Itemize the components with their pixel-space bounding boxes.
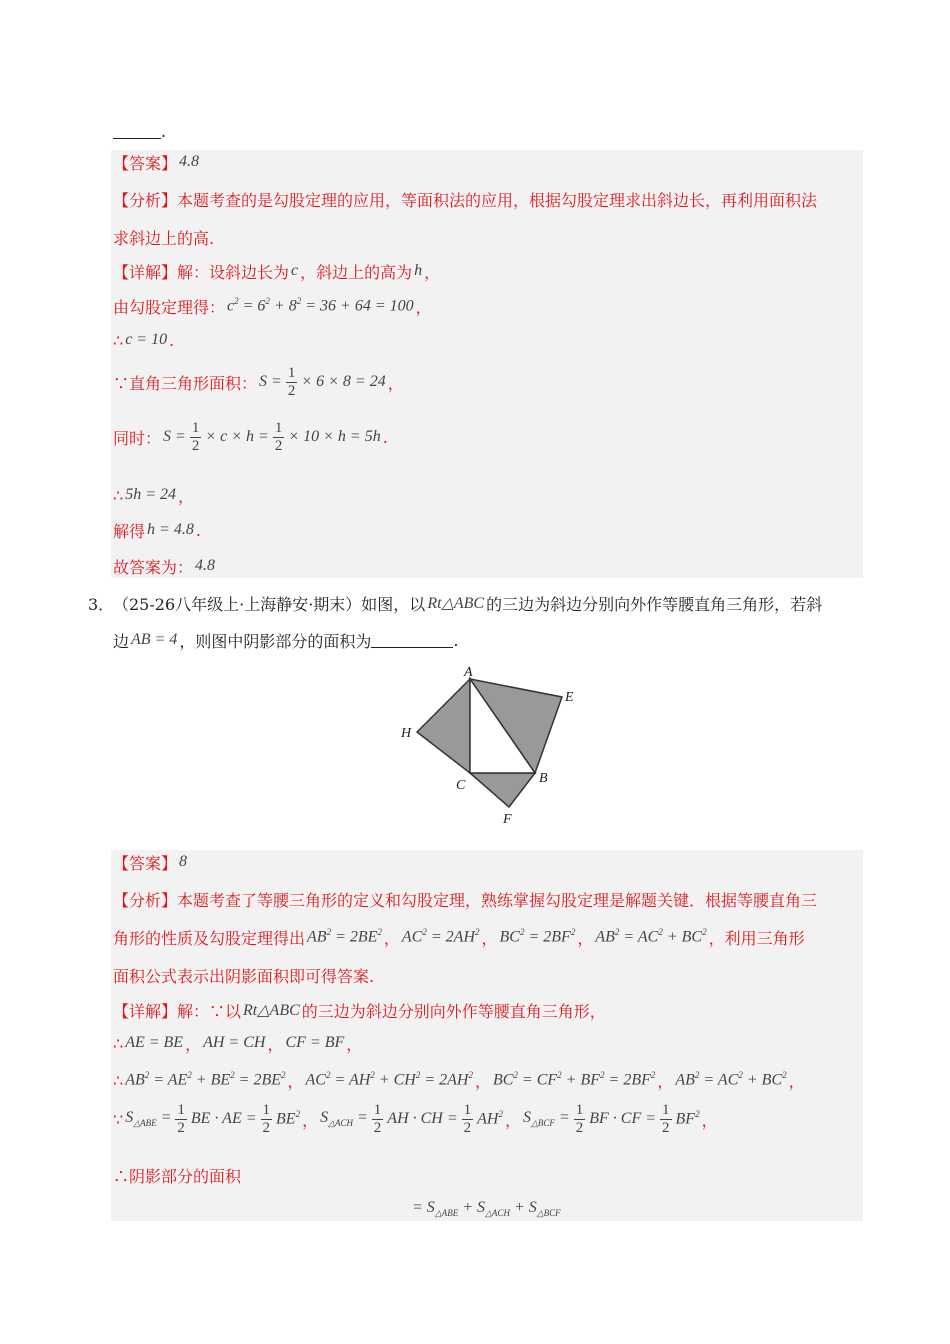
text: ， [287, 1071, 304, 1091]
denominator: 2 [575, 1119, 584, 1136]
numerator: 1 [373, 1101, 382, 1118]
text: ， [177, 486, 194, 506]
math-expression: $BC^2 = 2BF^2$ [499, 927, 576, 946]
solution-line [113, 551, 217, 581]
solution-line [113, 995, 606, 1025]
math-expression: 5h = 24 [125, 486, 176, 503]
fraction [574, 1102, 586, 1137]
text: ∴ [113, 1033, 124, 1053]
math-expression: $AB^2 = AE^2 + BE^2 = 2BE^2$ [125, 1070, 286, 1089]
text: 边 [113, 631, 130, 651]
math-expression: $S_{\triangle ACH}$ = [320, 1108, 368, 1129]
denominator: 2 [463, 1119, 472, 1136]
text: ， [185, 1034, 202, 1054]
text: 解得 [113, 521, 146, 541]
text: ∴ [113, 1070, 124, 1090]
math-expression: 8 [179, 853, 188, 870]
solution-line [113, 184, 817, 214]
math-expression: $AB^2 = AC^2 + BC^2$ [675, 1070, 787, 1089]
text: ∴ [113, 485, 124, 505]
q3-number: 3． [88, 594, 115, 614]
math-expression: × c × h = [205, 428, 269, 445]
numerator: 1 [191, 419, 200, 436]
solution-line [113, 922, 805, 952]
math-expression: $c^2 = 6^2 + 8^2 = 36 + 64 = 100$ [227, 296, 414, 315]
text: ∴阴影部分的面积 [113, 1166, 242, 1186]
math-expression: $S_{\triangle ABE}$ = [125, 1108, 172, 1129]
denominator: 2 [274, 437, 283, 454]
denominator: 2 [177, 1119, 185, 1136]
text: 的三边为斜边分别向外作等腰直角三角形， [301, 1001, 606, 1021]
text: ，则图中阴影部分的面积为 [179, 631, 372, 651]
text: ， [415, 297, 432, 317]
math-expression: 4.8 [195, 557, 216, 574]
label-F: F [503, 812, 512, 827]
text: ， [387, 373, 404, 393]
fraction [286, 365, 298, 400]
fraction [273, 420, 285, 455]
fraction [190, 420, 202, 455]
q2-solution-box [111, 150, 863, 578]
text: 【分析】本题考查了等腰三角形的定义和勾股定理，熟练掌握勾股定理是解题关键．根据等腰直角三 [113, 890, 818, 910]
text: ，斜边上的高为 [300, 262, 413, 282]
solution-line [113, 419, 388, 454]
math-expression: × 10 × h = 5h [288, 428, 381, 445]
solution-line [113, 147, 201, 177]
text: ， [302, 1110, 319, 1130]
denominator: 2 [191, 437, 200, 454]
solution-line [113, 256, 440, 286]
solution-line [410, 1194, 563, 1224]
text: ， [474, 1071, 491, 1091]
math-expression: $AC^2 = AH^2 + CH^2 = 2AH^2$ [305, 1070, 473, 1089]
text: ， [481, 928, 498, 948]
math-expression: c = 10 [125, 331, 168, 348]
math-expression: S = [163, 428, 186, 445]
text: . [382, 427, 388, 447]
numerator: 1 [274, 419, 283, 436]
text: 【答案】 [113, 153, 178, 173]
numerator: 1 [662, 1101, 670, 1118]
solution-line [113, 364, 404, 399]
solution-line [113, 1101, 718, 1136]
q2-answer-blank-line: . [113, 116, 166, 146]
solution-line [113, 222, 214, 252]
text: 【详解】解：设斜边长为 [113, 262, 290, 282]
label-H: H [401, 726, 412, 741]
solution-line [113, 1160, 241, 1190]
text: 故答案为： [113, 557, 194, 577]
text: 面积公式表示出阴影面积即可得答案. [113, 966, 375, 986]
math-expression: AE = BE [125, 1034, 184, 1051]
math-expression: $BE^2$ [276, 1109, 301, 1128]
numerator: 1 [262, 1101, 271, 1118]
text: ， [383, 928, 400, 948]
math-expression: AH = CH [203, 1034, 266, 1051]
numerator: 1 [575, 1101, 584, 1118]
math-expression: Rt△ABC [427, 595, 485, 612]
text: ， [424, 262, 441, 282]
fraction [660, 1102, 672, 1137]
q3-figure [390, 660, 590, 830]
text: ， [788, 1071, 805, 1091]
solution-line [113, 960, 374, 990]
math-expression: BE · AE = [190, 1110, 257, 1127]
text: ， [267, 1034, 284, 1054]
denominator: 2 [373, 1119, 382, 1136]
label-B: B [539, 771, 548, 786]
label-C: C [456, 778, 466, 793]
math-expression: AH · CH = [387, 1110, 458, 1127]
math-expression: S = [259, 373, 282, 390]
text: ∴ [113, 330, 124, 350]
text: 角形的性质及勾股定理得出 [113, 928, 306, 948]
solution-line [113, 325, 174, 355]
label-E: E [565, 690, 574, 705]
solution-line [113, 847, 189, 877]
triangle-ACH [417, 679, 470, 773]
math-expression: $AB^2 = AC^2 + BC^2$ [595, 927, 707, 946]
solution-line [113, 1028, 362, 1058]
text: ， [504, 1110, 521, 1130]
text: 求斜边上的高. [113, 228, 215, 248]
text: . [453, 630, 459, 650]
solution-line [113, 884, 817, 914]
triangle-BCF [470, 773, 535, 807]
numerator: 1 [177, 1101, 185, 1118]
text: 【答案】 [113, 853, 178, 873]
answer-blank [113, 124, 161, 139]
math-expression: BF · CF = [589, 1110, 657, 1127]
math-expression: h [414, 262, 423, 279]
math-expression: CF = BF [285, 1034, 345, 1051]
numerator: 1 [287, 364, 296, 381]
denominator: 2 [262, 1119, 271, 1136]
text: 同时： [113, 428, 162, 448]
text: . [195, 520, 201, 540]
denominator: 2 [287, 382, 296, 399]
q3-question-line-1 [113, 588, 822, 618]
text: 由勾股定理得： [113, 297, 226, 317]
math-expression: × 6 × 8 = 24 [301, 373, 386, 390]
math-expression: c [291, 262, 299, 279]
math-expression: $AB^2 = 2BE^2$ [307, 927, 382, 946]
fraction [462, 1102, 474, 1137]
math-expression: 4.8 [179, 153, 200, 170]
numerator: 1 [463, 1101, 472, 1118]
math-expression: $S_{\triangle BCF}$ = [523, 1108, 570, 1129]
denominator: 2 [662, 1119, 670, 1136]
math-expression: = $S_{\triangle ABE} + S_{\triangle ACH} + S_{\triangle BCF}$ [412, 1198, 561, 1219]
math-expression: Rt△ABC [243, 1002, 300, 1019]
fraction [175, 1102, 187, 1137]
text: . [169, 330, 175, 350]
text: 【分析】本题考查的是勾股定理的应用，等面积法的应用，根据勾股定理求出斜边长，再利用面积法 [113, 190, 818, 210]
q3-question-line-2 [113, 625, 458, 655]
text: ， [346, 1034, 363, 1054]
math-expression: AB = 4 [131, 631, 178, 648]
fraction [261, 1102, 273, 1137]
text: （25-26八年级上·上海静安·期末）如图，以 [113, 594, 426, 614]
math-expression: $AC^2 = 2AH^2$ [401, 927, 480, 946]
solution-line [113, 515, 201, 545]
math-expression: $BC^2 = CF^2 + BF^2 = 2BF^2$ [492, 1070, 656, 1089]
text: ， [577, 928, 594, 948]
answer-blank [371, 633, 453, 648]
label-A: A [464, 665, 473, 680]
text: ， [701, 1110, 718, 1130]
math-expression: $BF^2$ [675, 1109, 700, 1128]
text: ， [657, 1071, 674, 1091]
text: ，利用三角形 [708, 928, 805, 948]
text: ∵直角三角形面积： [113, 373, 258, 393]
math-expression: $AH^2$ [477, 1109, 503, 1128]
math-expression: h = 4.8 [147, 521, 194, 538]
text: 的三边为斜边分别向外作等腰直角三角形，若斜 [486, 594, 823, 614]
fraction [372, 1102, 384, 1137]
text: 【详解】解：∵以 [113, 1001, 242, 1021]
solution-line [113, 480, 194, 510]
solution-line [113, 1065, 805, 1095]
text: ∵ [113, 1109, 124, 1129]
solution-line [113, 291, 432, 321]
